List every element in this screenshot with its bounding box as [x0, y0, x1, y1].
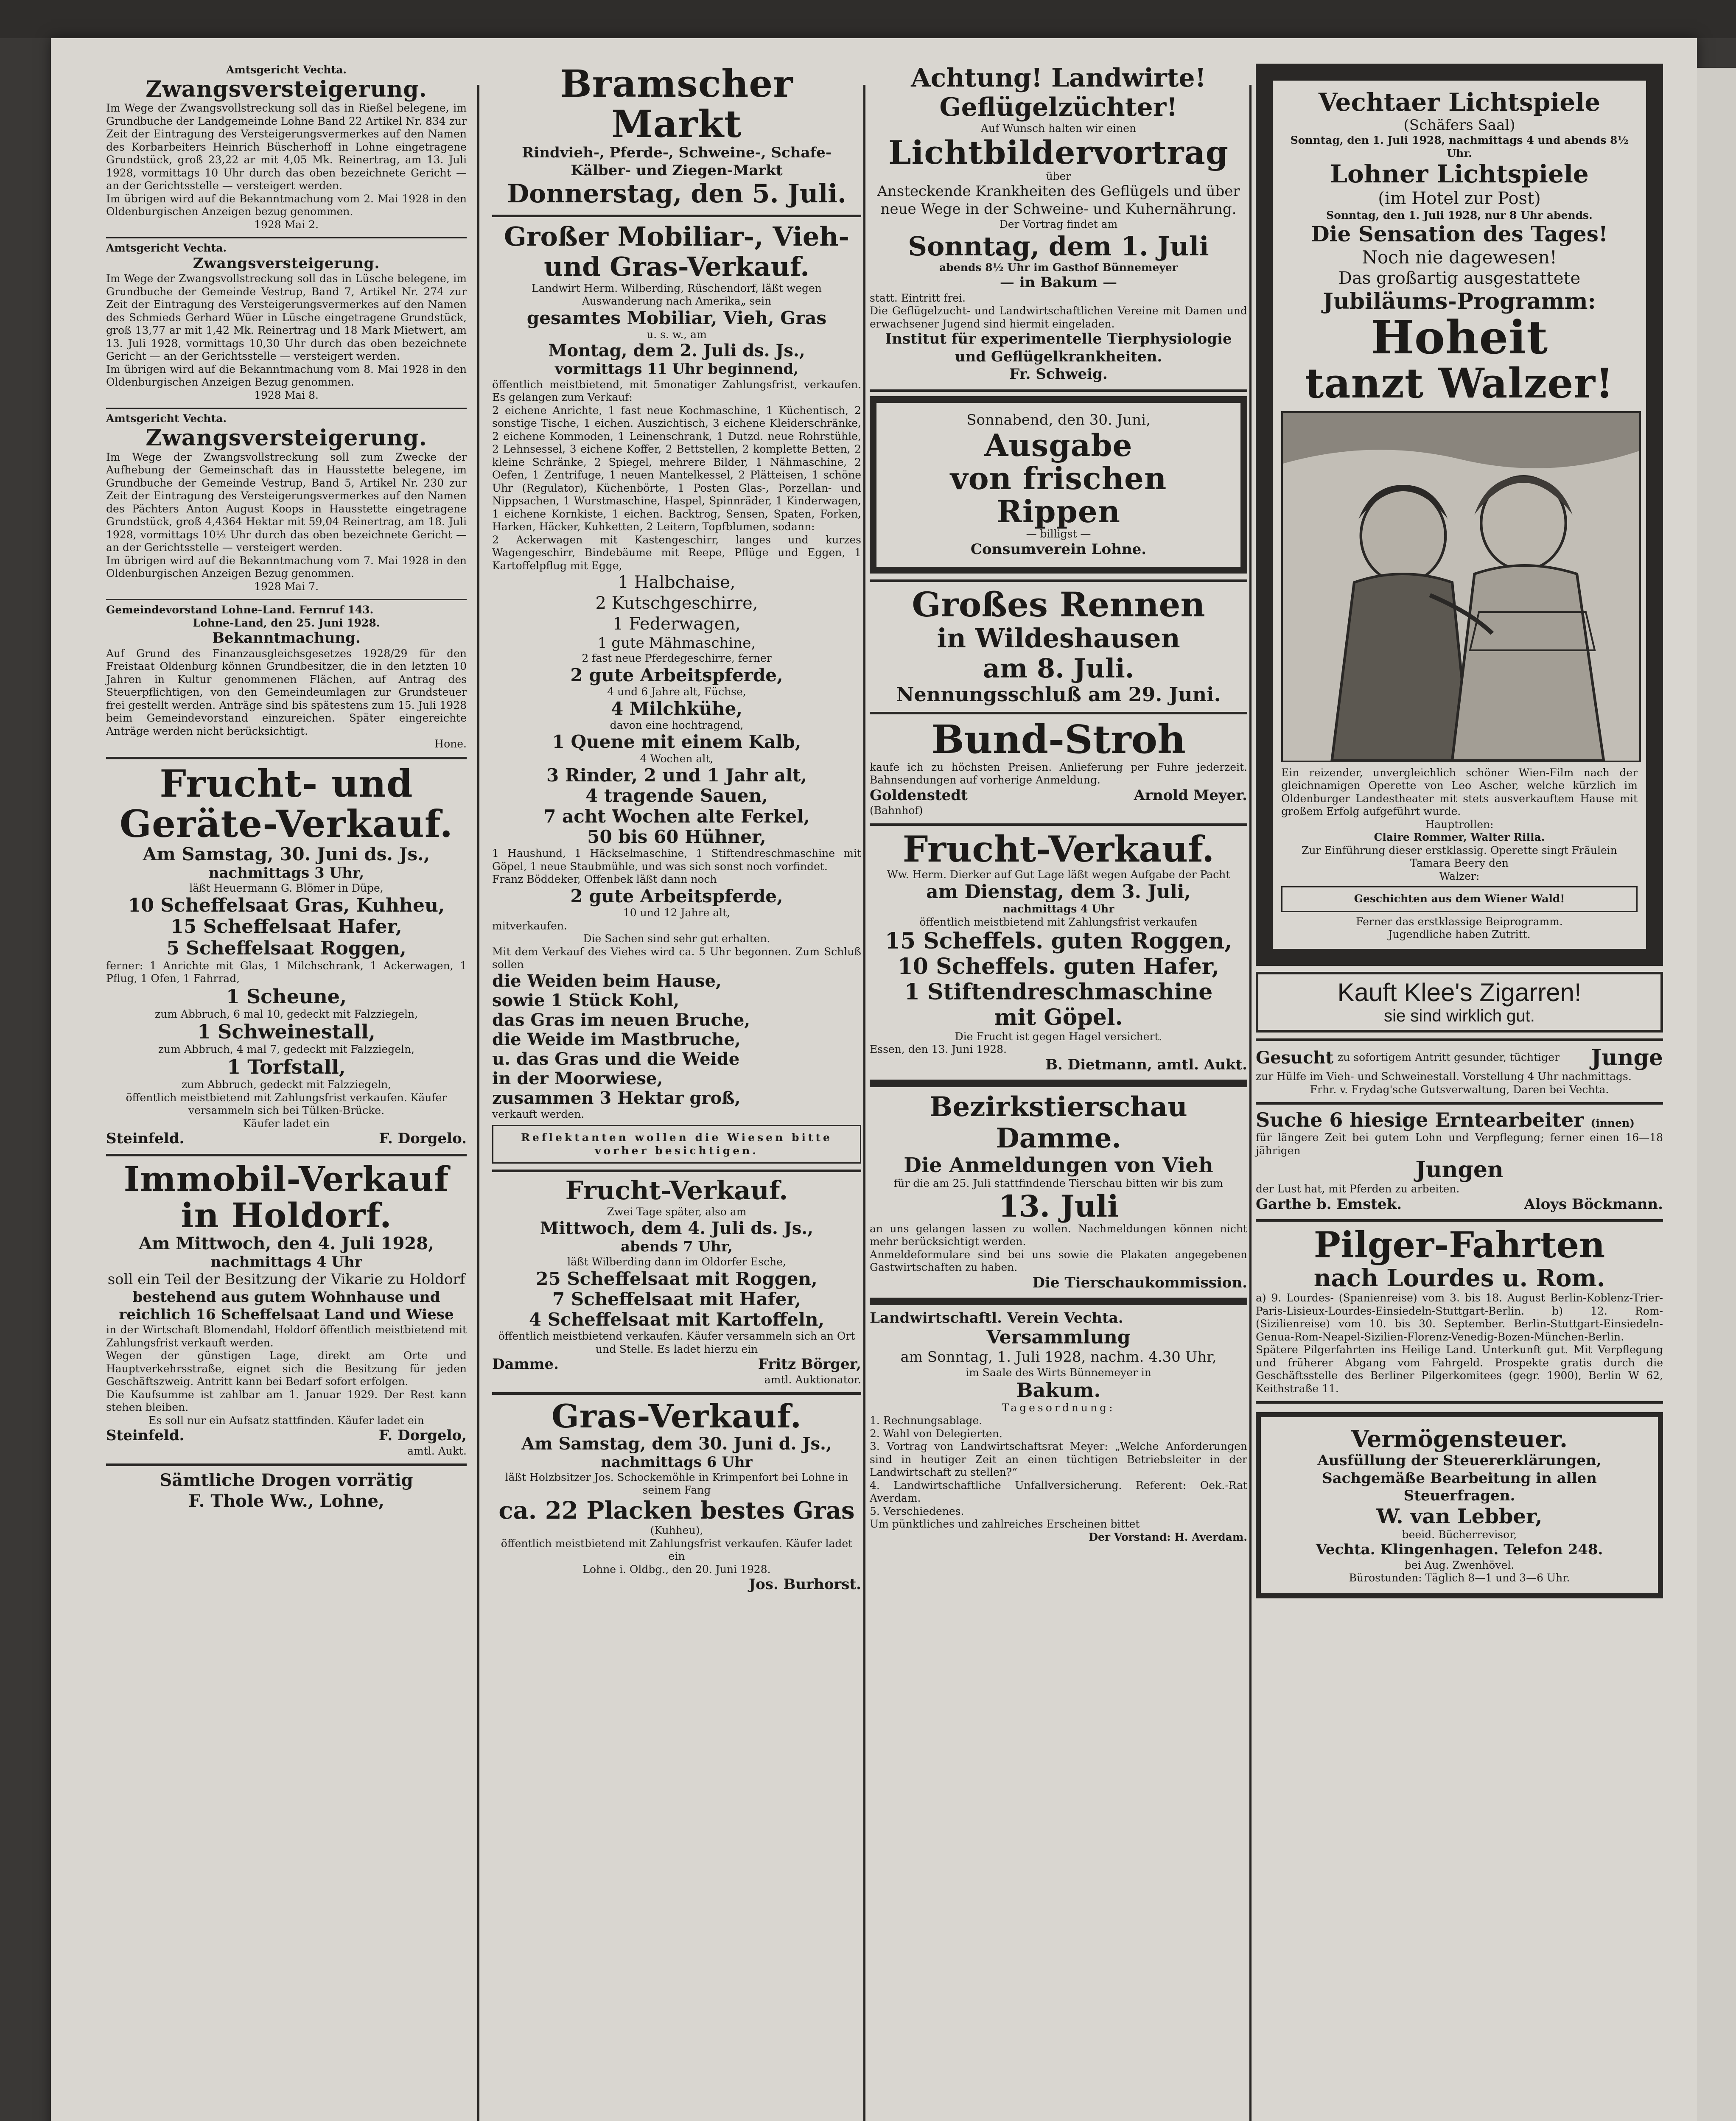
ad-date: Sonntag, dem 1. Juli	[908, 230, 1209, 262]
ad-grosses-rennen	[870, 586, 1247, 706]
ad-bramscher-markt	[492, 64, 861, 209]
ad-agenda-item: 3. Vortrag von Landwirtschaftsrat Meyer: „Welche Anforderungen sind in heutiger Zeit an einen tüchtigen Betriebsleiter in der Landwirtschaft zu stellen?“	[870, 1440, 1247, 1479]
ad-title-text: Suche 6 hiesige Erntearbeiter	[1256, 1108, 1584, 1132]
ad-auctioneer-title: amtl. Auktionator.	[764, 1373, 861, 1386]
ad-date: am 8. Juli.	[983, 653, 1134, 684]
ad-cheap: — billigst —	[1026, 528, 1091, 540]
ad-title: Versammlung	[986, 1326, 1131, 1349]
ad-date: 13. Juli	[998, 1188, 1119, 1224]
ad-agenda-item: 2. Wahl von Delegierten.	[870, 1427, 1002, 1440]
ad-lichtspiele	[1256, 64, 1663, 966]
notice-body: Im Wege der Zwangsvollstreckung soll zum Zwecke der Aufhebung der Gemeinschaft das in Hausstette belegene, im Grundbuche der Gemeinde Vestrup, Band 5, Artikel Nr. 230 zur Zeit der Eintragung des Versteigerungsvermerkes auf den Namen des Pächters Anton August Koops in Hausstette eingetragene Grundstück, groß 4,4364 Hektar mit 59,04 Reinertrag, am 18. Juli 1928, vormittags 10½ Uhr durch das oben bezeichnete Gericht — an der Gerichtsstelle — versteigert werden.	[106, 451, 467, 554]
cinema-intro: Zur Einführung dieser erstklassig. Operette singt Fräulein Tamara Beery den	[1302, 844, 1617, 870]
ad-versammlung	[870, 1310, 1247, 1544]
ad-body: der Lust hat, mit Pferden zu arbeiten.	[1256, 1183, 1460, 1195]
ad-title: Achtung! Landwirte!	[911, 63, 1206, 93]
ad-title: Immobil-Verkauf	[123, 1158, 449, 1199]
ad-title: Frucht- und	[160, 761, 413, 806]
ad-institute: Institut für experimentelle Tierphysiologie und Geflügelkrankheiten.	[885, 330, 1232, 365]
notice-header: Gemeindevorstand Lohne-Land. Fernruf 143.	[106, 604, 374, 616]
ad-item: 1 Torfstall,	[227, 1055, 346, 1079]
ad-usw: u. s. w., am	[647, 328, 707, 341]
cinema-description: Ein reizender, unvergleichlich schöner Wien-Film nach der gleichnamigen Operette von Leo Ascher, welche kürzlich im Oldenburger Landestheater mit stets ausverkauftem Hause mit großem Erfolg aufgeführt wurde.	[1281, 766, 1638, 818]
ad-sucht: Gesucht	[1256, 1047, 1334, 1068]
ad-about: über	[1046, 170, 1071, 182]
ad-item-detail: 10 und 12 Jahre alt,	[623, 907, 731, 919]
film-title: tanzt Walzer!	[1305, 359, 1614, 407]
ad-terms: öffentlich meistbietend, mit 5monatiger Zahlungsfrist, verkaufen. Es gelangen zum Verkauf:	[492, 378, 861, 404]
ad-frucht-verkauf-damme	[492, 1176, 861, 1386]
ad-signature: Die Tierschaukommission.	[1032, 1274, 1247, 1291]
ad-mid: zu sofortigem Antritt gesunder, tüchtiger	[1338, 1051, 1560, 1064]
ad-line: bestehend aus gutem Wohnhause und reichlich 16 Scheffelsaat Land und Wiese	[119, 1288, 454, 1323]
ad-line: Ausfüllung der Steuererklärungen,	[1317, 1452, 1602, 1469]
ad-time: vormittags 11 Uhr beginnend,	[554, 361, 799, 378]
notice-body: Im übrigen wird auf die Bekanntmachung vom 7. Mai 1928 in den Oldenburgischen Anzeigen Bezug genommen.	[106, 554, 467, 580]
ad-place: Goldenstedt	[870, 786, 968, 804]
ad-title	[1256, 1109, 1663, 1131]
divider	[1256, 1102, 1663, 1105]
ad-date: Am Samstag, 30. Juni ds. Js.,	[143, 843, 430, 865]
ad-item: 1 Schweinestall,	[197, 1020, 375, 1044]
cinema-walzer: Walzer:	[1439, 870, 1480, 882]
ad-town: Bakum.	[1016, 1379, 1101, 1402]
ad-date: Mittwoch, dem 4. Juli ds. Js.,	[540, 1218, 814, 1238]
ad-item: 5 Scheffelsaat Roggen,	[166, 937, 406, 960]
ad-time: nachmittags 4 Uhr	[210, 1253, 362, 1270]
court-name: Amtsgericht Vechta.	[226, 64, 347, 76]
ad-jungen: Jungen	[1415, 1157, 1504, 1183]
cinema-time: Sonntag, den 1. Juli 1928, nur 8 Uhr abends.	[1326, 209, 1593, 221]
ad-agenda-item: 5. Verschiedenes.	[870, 1505, 964, 1517]
column-rule	[863, 85, 865, 2121]
ad-where: im Saale des Wirts Bünnemeyer in	[966, 1366, 1151, 1379]
ad-bezirkstierschau	[870, 1091, 1247, 1292]
ad-pasture: sowie 1 Stück Kohl,	[492, 990, 680, 1010]
cinema-title: Lohner Lichtspiele	[1330, 159, 1589, 189]
divider	[870, 712, 1247, 714]
notice-body: Im übrigen wird auf die Bekanntmachung vom 8. Mai 1928 in den Oldenburgischen Anzeigen Bezug genommen.	[106, 363, 467, 389]
ad-title: Frucht-Verkauf.	[565, 1176, 788, 1206]
ad-date: Sonnabend, den 30. Juni,	[966, 411, 1151, 428]
ad-time: nachmittags 4 Uhr	[1002, 903, 1114, 915]
ad-agenda: Tagesordnung:	[1002, 1401, 1115, 1414]
ad-mobiliar-vieh-gras-verkauf	[492, 221, 861, 1164]
divider	[1256, 1401, 1663, 1404]
ad-who: läßt Holzbsitzer Jos. Schockemöhle in Krimpenfort bei Lohne in seinem Fang	[505, 1471, 848, 1497]
ad-body: in der Wirtschaft Blomendahl, Holdorf öffentlich meistbietend mit Zahlungsfrist verkauft werden.	[106, 1324, 467, 1349]
divider	[106, 1463, 467, 1466]
ad-items: 2 eichene Anrichte, 1 fast neue Kochmaschine, 1 Küchentisch, 2 sonstige Tische, 1 eichen. Auszichtisch, 3 eichene Kleiderschränke, 2 eichene Kommoden, 1 Leinenschrank, 1 Dutzd. neue Rohrstühle, 2 Lehnsessel, 3 eichene Koffer, 2 Bettstellen, 2 komplette Betten, 2 kleine Schränke, 2 Spiegel, mehrere Bilder, 1 Nähmaschine, 2 Oefen, 1 Zentrifuge, 1 neuen Mantelkessel, 2 Plätteisen, 1 schöne Uhr (Regulator), Küchenbörte, 1 Posten Glas-, Porzellan- und Nippsachen, 1 Wurstmaschine, Haspel, Spinnräder, 1 Kinderwagen, 1 eichene Kornkiste, 1 eichen. Backtrog, Sensen, Spaten, Forken, Harken, Häcker, Kuhketten, 2 Leitern, Topfblumen, sodann:	[492, 404, 861, 533]
ad-date: Am Mittwoch, den 4. Juli 1928,	[139, 1233, 434, 1254]
ad-item: 7 acht Wochen alte Ferkel,	[543, 806, 810, 827]
ad-item: 15 Scheffels. guten Roggen,	[885, 928, 1232, 954]
ad-item: 4 Scheffelsaat mit Kartoffeln,	[529, 1309, 825, 1330]
ad-misc: ferner: 1 Anrichte mit Glas, 1 Milchschrank, 1 Ackerwagen, 1 Pflug, 1 Ofen, 1 Fahrrad,	[106, 959, 467, 985]
ad-body: für die am 25. Juli stattfindende Tierschau bitten wir bis zum	[894, 1177, 1223, 1190]
column-3	[870, 64, 1247, 1550]
ad-intro: Zwei Tage später, also am	[607, 1206, 747, 1218]
ad-body: für längere Zeit bei gutem Lohn und Verpflegung; ferner einen 16—18 jährigen	[1256, 1131, 1663, 1157]
ad-item: 3 Rinder, 2 und 1 Jahr alt,	[546, 765, 807, 786]
divider	[870, 389, 1247, 392]
ad-item-detail: zum Abbruch, gedeckt mit Falzziegeln,	[182, 1078, 391, 1091]
ad-body: Es soll nur ein Aufsatz stattfinden. Käufer ladet ein	[148, 1414, 424, 1427]
ad-body: kaufe ich zu höchsten Preisen. Anlieferung per Fuhre jederzeit. Bahnsendungen auf vorherige Anmeldung.	[870, 761, 1247, 786]
ad-place: Steinfeld.	[106, 1427, 185, 1444]
ad-time: nachmittags 3 Uhr,	[208, 864, 364, 881]
ad-place: Lohne i. Oldbg., den 20. Juni 1928.	[582, 1563, 771, 1575]
cinema-jubilee: Jubiläums-Programm:	[1323, 288, 1596, 314]
divider	[870, 823, 1247, 826]
ad-signature: Fr. Schweig.	[1009, 366, 1108, 383]
place-date: Lohne-Land, den 25. Juni 1928.	[193, 616, 380, 629]
ad-place: Damme.	[492, 1356, 559, 1373]
notice-bekanntmachung	[106, 604, 467, 750]
notice-body: Im Wege der Zwangsvollstreckung soll das in Lüsche belegene, im Grundbuche der Gemeinde Vestrup, Band 7, Artikel Nr. 274 zur Zeit der Eintragung des Versteigerungsvermerkes auf den Namen des Schmieds Gerhard Wüer in Lüsche eingetragene Grundstück, groß 13,77 ar mit 1,42 Mk. Reinertrag und 18 Mark Mietwert, am 13. Juli 1928, vormittags 10,30 Uhr durch das oben bezeichnete Gericht — an der Gerichtsstelle — versteigert werden.	[106, 272, 467, 363]
ad-erntearbeiter	[1256, 1109, 1663, 1213]
ad-drogen	[106, 1470, 467, 1512]
ad-terms: öffentlich meistbietend verkaufen. Käufer versammeln sich an Ort und Stelle. Es ladet hierzu ein	[498, 1330, 855, 1355]
ad-pasture: die Weide im Mastbruche,	[492, 1029, 741, 1049]
ad-item-detail: zum Abbruch, 6 mal 10, gedeckt mit Falzziegeln,	[154, 1007, 418, 1020]
ad-title: Großer Mobiliar-, Vieh-	[504, 221, 850, 252]
ad-auctioneer: F. Dorgelo.	[379, 1130, 467, 1147]
ad-close: Nennungsschluß am 29. Juni.	[896, 683, 1221, 706]
ad-line: Steuerfragen.	[1403, 1487, 1515, 1505]
ad-line: Sachgemäße Bearbeitung in allen	[1322, 1469, 1597, 1487]
ad-address: bei Aug. Zwenhövel.	[1404, 1559, 1515, 1571]
ad-intro: Ww. Herm. Dierker auf Gut Lage läßt wegen Aufgabe der Pacht	[887, 868, 1230, 881]
cinema-sensation: Die Sensation des Tages!	[1311, 221, 1608, 247]
ad-title: Vermögensteuer.	[1351, 1425, 1568, 1453]
ad-item: mit Göpel.	[994, 1004, 1123, 1030]
notice-zwangsversteigerung-3	[106, 412, 467, 593]
ad-pasture: die Weiden beim Hause,	[492, 971, 722, 991]
ad-agenda-item: 4. Landwirtschaftliche Unfallversicherung. Referent: Oek.-Rat Averdam.	[870, 1479, 1247, 1505]
notice-body: Im übrigen wird auf die Bekanntmachung vom 2. Mai 1928 in den Oldenburgischen Anzeigen bezug genommen.	[106, 192, 467, 218]
ad-item: 1 Federwagen,	[613, 614, 741, 634]
ad-item: 1 Halbchaise,	[618, 573, 736, 593]
ad-pasture: u. das Gras und die Weide	[492, 1049, 740, 1069]
ad-title: Frucht-Verkauf.	[902, 828, 1215, 870]
ad-item-detail: zum Abbruch, 4 mal 7, gedeckt mit Falzziegeln,	[158, 1043, 415, 1055]
ad-speaker: Der Vortrag findet am	[999, 218, 1118, 231]
ad-subtitle: Rindvieh-, Pferde-, Schweine-, Schafe- Kälber- und Ziegen-Markt	[522, 144, 832, 179]
cinema-subtitle: (im Hotel zur Post)	[1378, 188, 1541, 208]
divider	[492, 1170, 861, 1172]
ad-headline: ca. 22 Placken bestes Gras	[498, 1496, 855, 1525]
ad-pasture: zusammen 3 Hektar groß,	[492, 1088, 741, 1108]
divider	[1256, 1219, 1663, 1222]
ad-place-detail: (Bahnhof)	[870, 804, 923, 817]
ad-item: 1 Stiftendreschmaschine	[904, 979, 1213, 1005]
ad-note: Reflektanten wollen die Wiesen bitte vorher besichtigen.	[521, 1131, 832, 1157]
ad-address: Vechta. Klingenhagen. Telefon 248.	[1316, 1541, 1603, 1559]
ad-invite: Käufer ladet ein	[243, 1117, 330, 1130]
ad-body: an uns gelangen lassen zu wollen. Nachmeldungen können nicht mehr berücksichtigt werden.	[870, 1222, 1247, 1248]
ad-frucht-verkauf-essen	[870, 830, 1247, 1074]
ad-headline: Lichtbildervortrag	[888, 133, 1229, 171]
ad-body: Wegen der günstigen Lage, direkt am Orte und Hauptverkehrsstraße, eignet sich die Besitzung für jeden Geschäftszweig. Antritt kann bei Bedarf sofort erfolgen.	[106, 1349, 467, 1388]
ad-title: von frischen Rippen	[950, 460, 1167, 529]
ad-good: Die Sachen sind sehr gut erhalten.	[583, 932, 770, 945]
ad-agenda-item: 1. Rechnungsablage.	[870, 1414, 983, 1427]
ad-date: am Dienstag, dem 3. Juli,	[926, 881, 1191, 903]
ad-item: 4 tragende Sauen,	[585, 785, 768, 806]
ad-signature: B. Dietmann, amtl. Aukt.	[1045, 1056, 1247, 1073]
ad-terms: öffentlich meistbietend mit Zahlungsfrist verkaufen	[919, 915, 1198, 928]
ad-body: Anmeldeformulare sind bei uns sowie die Plakaten angegebenen Gastwirtschaften zu haben.	[870, 1248, 1247, 1274]
next-page-edge	[1697, 68, 1736, 2121]
divider	[106, 237, 467, 238]
column-rule	[477, 85, 479, 2121]
column-4	[1256, 64, 1663, 1604]
ad-frische-rippen	[870, 396, 1247, 574]
court-name: Amtsgericht Vechta.	[106, 242, 227, 255]
column-1	[106, 64, 467, 1518]
ad-insurance: Die Frucht ist gegen Hagel versichert.	[955, 1030, 1162, 1043]
notice-title: Zwangsversteigerung.	[193, 255, 380, 272]
divider	[1256, 1038, 1663, 1041]
notice-title: Zwangsversteigerung.	[146, 425, 427, 451]
ad-title: Geräte-Verkauf.	[119, 801, 454, 846]
ad-time: abends 8½ Uhr im Gasthof Bünnemeyer	[939, 261, 1178, 274]
ad-hours: Bürostunden: Täglich 8—1 und 3—6 Uhr.	[1349, 1572, 1570, 1584]
divider	[106, 408, 467, 409]
film-illustration	[1281, 411, 1641, 762]
ad-tagline: sie sind wirklich gut.	[1384, 1006, 1535, 1025]
ad-item: 1 Scheune,	[226, 985, 347, 1008]
ad-item: 2 gute Arbeitspferde,	[570, 885, 783, 907]
notice-title: Bekanntmachung.	[212, 630, 361, 647]
ad-intro: Landwirt Herm. Wilberding, Rüschendorf, läßt wegen Auswanderung nach Amerika„ sein	[532, 282, 822, 308]
ad-signature: Der Vorstand: H. Averdam.	[1089, 1531, 1247, 1543]
ad-items: 2 Ackerwagen mit Kastengeschirr, langes und kurzes Wagengeschirr, Bindebäume mit Reepe, Pflüge und Eggen, 1 Kartoffelpflug mit Egge,	[492, 533, 861, 572]
notice-title: Zwangsversteigerung.	[146, 76, 427, 102]
ad-place: — in Bakum —	[1000, 274, 1117, 291]
ad-title: Ausgabe	[984, 427, 1133, 464]
ad-sold: verkauft werden.	[492, 1108, 585, 1120]
cinema-never: Noch nie dagewesen!	[1362, 246, 1557, 268]
cinema-subtitle: (Schäfers Saal)	[1403, 116, 1515, 134]
divider	[870, 579, 1247, 582]
ad-items: 1 Haushund, 1 Häckselmaschine, 1 Stiftendreschmaschine mit Göpel, 1 neue Staubmühle, und was sich sonst noch vorfindet.	[492, 847, 861, 873]
ad-start: Mit dem Verkauf des Viehes wird ca. 5 Uhr begonnen. Zum Schluß sollen	[492, 945, 861, 971]
ad-subtitle: Die Anmeldungen von Vieh	[904, 1153, 1213, 1178]
ad-signature: Arnold Meyer.	[1134, 786, 1247, 804]
ad-item: 4 Milchkühe,	[611, 698, 742, 719]
ad-invite: Die Geflügelzucht- und Landwirtschaftlichen Vereine mit Damen und erwachsener Jugend sind hiermit eingeladen.	[870, 305, 1247, 330]
ad-date: Am Samstag, dem 30. Juni d. Js.,	[521, 1433, 832, 1454]
ad-body: Die Kaufsumme ist zahlbar am 1. Januar 1929. Der Rest kann stehen bleiben.	[106, 1388, 467, 1414]
divider	[492, 1392, 861, 1395]
notice-date: 1928 Mai 8.	[254, 389, 319, 401]
ad-headline: Kauft Klee's Zigarren!	[1337, 978, 1582, 1007]
ad-place: Garthe b. Emstek.	[1256, 1195, 1402, 1213]
ad-title: in Holdorf.	[181, 1195, 392, 1236]
ad-lichtbildervortrag	[870, 64, 1247, 383]
notice-signature: Hone.	[434, 738, 467, 750]
divider	[870, 1298, 1247, 1305]
film-title: Hoheit	[1370, 311, 1548, 365]
ad-item-detail: 4 Wochen alt,	[640, 752, 714, 765]
ad-headline: gesamtes Mobiliar, Vieh, Gras	[526, 307, 827, 328]
ad-junge: Junge	[1591, 1044, 1663, 1071]
cinema-extra: Ferner das erstklassige Beiprogramm.	[1356, 915, 1563, 928]
ad-date: Donnerstag, den 5. Juli.	[507, 179, 846, 209]
cinema-youth: Jugendliche haben Zutritt.	[1388, 928, 1531, 941]
ad-line: F. Thole Ww., Lohne,	[188, 1491, 384, 1511]
court-name: Amtsgericht Vechta.	[106, 412, 227, 425]
cinema-song: Geschichten aus dem Wiener Wald!	[1354, 893, 1565, 905]
ad-wish: Auf Wunsch halten wir einen	[980, 122, 1137, 134]
ad-pasture: in der Moorwiese,	[492, 1068, 663, 1088]
ad-immobil-verkauf	[106, 1158, 467, 1458]
ad-intro: läßt Heuermann G. Blömer in Düpe,	[189, 882, 384, 895]
ad-title: Geflügelzüchter!	[939, 92, 1178, 122]
ad-item-detail: mitverkaufen.	[492, 919, 567, 932]
divider	[492, 215, 861, 217]
ad-terms: öffentlich meistbietend mit Zahlungsfrist verkaufen. Käufer ladet ein	[501, 1537, 853, 1563]
ad-title: Bezirkstierschau Damme.	[930, 1091, 1187, 1154]
ad-title: und Gras-Verkauf.	[544, 251, 809, 283]
ad-name: W. van Lebber,	[1376, 1504, 1543, 1528]
ad-paren: (Kuhheu),	[650, 1524, 703, 1537]
ad-item-detail: davon eine hochtragend,	[610, 719, 744, 731]
ad-date: Montag, dem 2. Juli ds. Js.,	[548, 341, 805, 361]
ad-topic: Ansteckende Krankheiten des Geflügels und über neue Wege in der Schweine- und Kuhernährung.	[877, 183, 1240, 218]
ad-title: Pilger-Fahrten	[1313, 1224, 1605, 1266]
ad-item: 50 bis 60 Hühner,	[587, 826, 766, 847]
ad-franz: Franz Böddeker, Offenbek läßt dann noch	[492, 873, 717, 886]
ad-line: soll ein Teil der Besitzung der Vikarie zu Holdorf	[107, 1271, 465, 1288]
ad-entry: statt. Eintritt frei.	[870, 291, 966, 304]
ad-item: 10 Scheffels. guten Hafer,	[897, 954, 1220, 980]
ad-time: abends 7 Uhr,	[620, 1238, 733, 1255]
cinema-title: Vechtaer Lichtspiele	[1318, 88, 1601, 117]
ad-body: a) 9. Lourdes- (Spanienreise) vom 3. bis 18. August Berlin-Koblenz-Trier-Paris-Lisieux-Lourdes-Einsiedeln-Stuttgart-Berlin. b) 12. Rom- (Sizilienreise) vom 10. bis 30. September. Berlin-Stuttgart-Einsiedeln-Genua-Rom-Neapel-Sizilien-Florenz-Venedig-Bozen-München-Berlin. Spätere Pilgerfahrten ins Heilige Land. Unterkunft gut. Mit Verpflegung und früherer Abgang vom Fahrgeld. Prospekte gratis durch die Geschäftsstelle des Berliner Pilgerkomitees (gegr. 1900), Berlin W 62, Keithstraße 11.	[1256, 1292, 1663, 1395]
ad-title: in Wildeshausen	[937, 622, 1180, 654]
ad-body: zur Hülfe im Vieh- und Schweinestall. Vorstellung 4 Uhr nachmittags.	[1256, 1070, 1632, 1083]
divider	[106, 599, 467, 600]
notice-date: 1928 Mai 7.	[254, 580, 319, 593]
cinema-time: Sonntag, den 1. Juli 1928, nachmittags 4 und abends 8½ Uhr.	[1290, 134, 1629, 159]
notice-body: Auf Grund des Finanzausgleichsgesetzes 1928/29 für den Freistaat Oldenburg können Grundbesitzer, die in den letzten 10 Jahren in Kultur genommenen Flächen, auf Antrag des Steuerpflichtigen, von den Gemeindeumlagen zur Grundsteuer frei gestellt werden. Anträge sind bis spätestens zum 15. Juli 1928 beim Gemeindevorstand einzureichen. Später eingereichte Anträge werden nicht berücksichtigt.	[106, 647, 467, 737]
ad-pilger-fahrten	[1256, 1226, 1663, 1395]
notice-zwangsversteigerung-2	[106, 242, 467, 402]
ad-subtitle: nach Lourdes u. Rom.	[1313, 1264, 1605, 1292]
cinema-cast: Claire Rommer, Walter Rilla.	[1374, 831, 1545, 844]
column-2	[492, 64, 861, 1600]
ad-item: 15 Scheffelsaat Hafer,	[171, 916, 402, 938]
ad-who: läßt Wilberding dann im Oldorfer Esche,	[567, 1256, 786, 1268]
ad-title: Bramscher Markt	[560, 62, 793, 146]
ad-signature: Jos. Burhorst.	[749, 1576, 861, 1593]
divider	[870, 1080, 1247, 1087]
notice-date: 1928 Mai 2.	[254, 218, 319, 231]
ad-frucht-und-geraete-verkauf	[106, 761, 467, 1148]
ad-item: 2 fast neue Pferdegeschirre, ferner	[582, 652, 772, 665]
ad-role: beeid. Bücherrevisor,	[1402, 1528, 1517, 1541]
scan-top-border	[0, 0, 1736, 38]
ad-auctioneer: F. Dorgelo,	[378, 1427, 467, 1444]
ad-item: 7 Scheffelsaat mit Hafer,	[552, 1288, 801, 1310]
ad-closing: Um pünktliches und zahlreiches Erscheinen bittet	[870, 1518, 1140, 1531]
ad-title: Bund-Stroh	[931, 716, 1186, 763]
ad-auctioneer: Fritz Börger,	[758, 1356, 861, 1373]
ad-item: 2 gute Arbeitspferde,	[570, 664, 783, 686]
ad-klees-zigarren	[1256, 972, 1663, 1033]
ad-time: nachmittags 6 Uhr	[601, 1453, 753, 1471]
ad-title: Großes Rennen	[912, 585, 1205, 625]
ad-item: 10 Scheffelsaat Gras, Kuhheu,	[128, 894, 445, 916]
ad-line: Sämtliche Drogen vorrätig	[160, 1470, 413, 1491]
divider	[106, 1154, 467, 1156]
two-women-illustration	[1283, 413, 1639, 761]
ad-signature: Frhr. v. Frydag'sche Gutsverwaltung, Daren bei Vechta.	[1310, 1083, 1609, 1096]
ad-gras-verkauf	[492, 1399, 861, 1593]
ad-title-paren: (innen)	[1590, 1117, 1635, 1130]
notice-body: Im Wege der Zwangsvollstreckung soll das in Rießel belegene, im Grundbuche der Landgemeinde Lohne Band 22 Artikel Nr. 834 zur Zeit der Eintragung des Versteigerungsvermerkes auf den Namen des Korbarbeiters Heinrich Büscherhoff in Lohne eingetragene Grundstück, groß 23,22 ar mit 4,05 Mk. Reinertrag, am 13. Juli 1928, vormittags 10 Uhr durch das oben bezeichnete Gericht — an der Gerichtsstelle — versteigert werden.	[106, 102, 467, 192]
ad-item: 1 gute Mähmaschine,	[597, 634, 756, 652]
ad-place: Essen, den 13. Juni 1928.	[870, 1043, 1007, 1056]
cinema-program: Das großartig ausgestattete	[1338, 268, 1581, 288]
ad-gesucht-junge	[1256, 1045, 1663, 1097]
notice-zwangsversteigerung-1	[106, 64, 467, 231]
ad-vermoegensteuer	[1256, 1412, 1663, 1598]
ad-bund-stroh	[870, 716, 1247, 817]
cinema-roles: Hauptrollen:	[1425, 818, 1494, 831]
ad-item-detail: 4 und 6 Jahre alt, Füchse,	[607, 686, 746, 698]
ad-date: am Sonntag, 1. Juli 1928, nachm. 4.30 Uhr,	[900, 1349, 1217, 1366]
ad-signature: Aloys Böckmann.	[1524, 1195, 1663, 1213]
ad-item: 25 Scheffelsaat mit Roggen,	[536, 1268, 818, 1289]
ad-terms: öffentlich meistbietend mit Zahlungsfrist verkaufen. Käufer versammeln sich bei Tülken-Brücke.	[126, 1091, 447, 1117]
ad-place: Steinfeld.	[106, 1130, 185, 1147]
ad-title: Gras-Verkauf.	[552, 1397, 802, 1435]
column-rule	[1249, 85, 1252, 2121]
divider	[106, 757, 467, 759]
ad-pasture: das Gras im neuen Bruche,	[492, 1010, 750, 1030]
ad-item: 1 Quene mit einem Kalb,	[552, 731, 801, 753]
ad-header: Landwirtschaftl. Verein Vechta.	[870, 1309, 1123, 1326]
ad-auctioneer-title: amtl. Aukt.	[407, 1444, 467, 1457]
ad-item: 2 Kutschgeschirre,	[595, 593, 758, 613]
ad-signature: Consumverein Lohne.	[970, 540, 1147, 558]
